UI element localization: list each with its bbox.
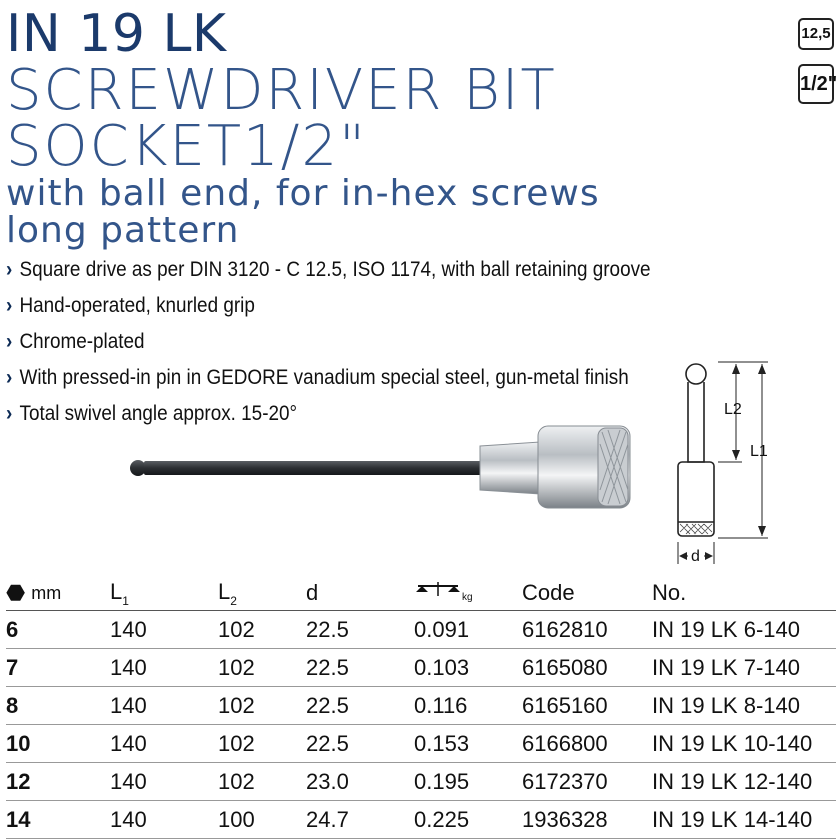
cell-no: IN 19 LK 6-140 (652, 616, 800, 642)
cell-size: 6 (6, 616, 19, 642)
table-row (6, 611, 836, 649)
cell-size: 7 (6, 654, 19, 680)
weight-unit-label: kg (462, 592, 473, 603)
table-header-row (6, 576, 836, 611)
cell-code: 6162810 (522, 616, 608, 642)
product-name-line1: SCREWDRIVER BIT (6, 58, 557, 123)
product-code-title: IN 19 LK (6, 4, 227, 64)
feature-text: Hand-operated, knurled grip (19, 294, 255, 317)
cell-weight: 0.195 (414, 768, 470, 794)
l2-main-label: L (218, 578, 231, 604)
cell-l2: 102 (218, 616, 255, 642)
table-row (6, 687, 836, 725)
product-name-line2: SOCKET1/2" (6, 114, 367, 179)
cell-d: 22.5 (306, 730, 349, 756)
cell-weight: 0.103 (414, 654, 470, 680)
cell-no: IN 19 LK 14-140 (652, 806, 813, 832)
dimension-label-l2: L2 (724, 401, 742, 418)
cell-l1: 140 (110, 730, 147, 756)
cell-l2: 102 (218, 768, 255, 794)
column-header-d: d (306, 576, 414, 611)
cell-d: 23.0 (306, 768, 349, 794)
cell-size: 10 (6, 730, 31, 756)
column-header-no: No. (652, 576, 836, 611)
l2-sub-label: 2 (230, 593, 237, 608)
column-header-weight (414, 576, 522, 611)
feature-text: Total swivel angle approx. 15-20° (19, 402, 298, 425)
feature-text: Square drive as per DIN 3120 - C 12.5, ISO 1174, with ball retaining groove (19, 258, 651, 281)
column-header-size (6, 576, 110, 611)
size-unit-label: mm (31, 582, 62, 603)
cell-no: IN 19 LK 7-140 (652, 654, 800, 680)
feature-text: With pressed-in pin in GEDORE vanadium special steel, gun-metal finish (19, 366, 629, 389)
dimension-label-l1: L1 (750, 443, 768, 460)
l1-main-label: L (110, 578, 123, 604)
cell-no: IN 19 LK 12-140 (652, 768, 813, 794)
feature-item (6, 326, 651, 362)
cell-size: 12 (6, 768, 31, 794)
socket-neck (480, 442, 540, 494)
column-header-l1 (110, 576, 218, 611)
product-subtitle-line2: long pattern (6, 210, 240, 251)
cell-l2: 102 (218, 654, 255, 680)
table-row (6, 649, 836, 687)
cell-d: 22.5 (306, 616, 349, 642)
cell-code: 6165160 (522, 692, 608, 718)
product-subtitle-line1: with ball end, for in-hex screws (6, 173, 600, 214)
chevron-right-icon: › (6, 330, 13, 353)
cell-d: 24.7 (306, 806, 349, 832)
cell-weight: 0.091 (414, 616, 470, 642)
hex-size-icon: ⬣ (6, 580, 26, 605)
feature-list (6, 254, 722, 434)
l1-sub-label: 1 (122, 593, 129, 608)
cell-d: 22.5 (306, 654, 349, 680)
table-row (6, 763, 836, 801)
product-photo (120, 410, 640, 510)
cell-l2: 100 (218, 806, 255, 832)
cell-code: 1936328 (522, 806, 608, 832)
table-row (6, 725, 836, 763)
cell-size: 8 (6, 692, 19, 718)
cell-l1: 140 (110, 806, 147, 832)
dimension-diagram (660, 352, 780, 574)
cell-weight: 0.153 (414, 730, 470, 756)
cell-l2: 102 (218, 730, 255, 756)
weight-scale-icon (414, 580, 462, 600)
column-header-l2 (218, 576, 306, 611)
cell-l1: 140 (110, 768, 147, 794)
cell-no: IN 19 LK 10-140 (652, 730, 813, 756)
cell-weight: 0.116 (414, 692, 468, 718)
cell-code: 6172370 (522, 768, 608, 794)
cell-l1: 140 (110, 692, 147, 718)
cell-weight: 0.225 (414, 806, 470, 832)
cell-no: IN 19 LK 8-140 (652, 692, 800, 718)
feature-text: Chrome-plated (19, 330, 145, 353)
chevron-right-icon: › (6, 258, 13, 281)
drive-size-mm-badge: 12,5 (798, 18, 834, 50)
cell-d: 22.5 (306, 692, 349, 718)
specifications-table (6, 576, 836, 839)
cell-l1: 140 (110, 654, 147, 680)
ball-end (130, 460, 146, 476)
feature-item (6, 290, 651, 326)
cell-size: 14 (6, 806, 31, 832)
chevron-right-icon: › (6, 294, 13, 317)
chevron-right-icon: › (6, 402, 13, 425)
drive-size-inch-badge: 1/2" (798, 64, 834, 104)
chevron-right-icon: › (6, 366, 13, 389)
cell-l2: 102 (218, 692, 255, 718)
feature-item (6, 362, 651, 398)
cell-code: 6166800 (522, 730, 608, 756)
column-header-code: Code (522, 576, 652, 611)
feature-item (6, 254, 651, 290)
dimension-label-d: d (691, 548, 700, 565)
hex-bit-shaft (144, 461, 494, 475)
cell-l1: 140 (110, 616, 147, 642)
cell-code: 6165080 (522, 654, 608, 680)
